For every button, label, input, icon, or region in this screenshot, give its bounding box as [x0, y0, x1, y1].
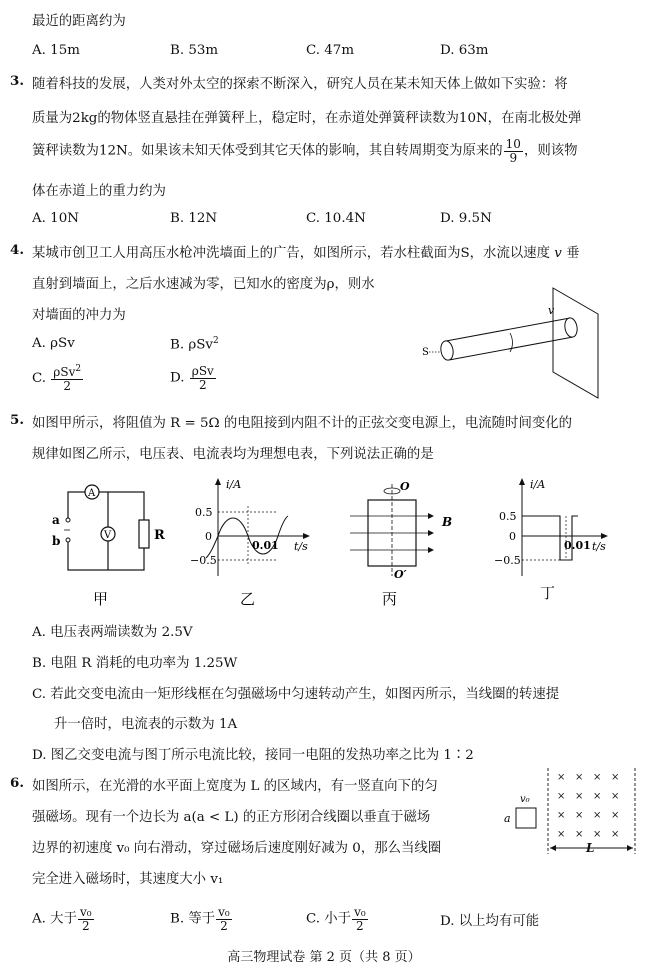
question-continuation: 最近的距离约为	[32, 14, 126, 29]
q4-option-c	[32, 365, 84, 392]
q6-option-c-num: v₀	[354, 905, 366, 919]
svg-text:×: ×	[557, 810, 566, 821]
resistor-label: R	[154, 528, 165, 543]
q6-option-d: D. 以上均有可能	[440, 914, 540, 929]
q4-option-c-numerator	[51, 365, 83, 380]
q4-option-d	[170, 365, 217, 391]
fig-yi-caption: 乙	[240, 590, 256, 608]
q3-line-2: 质量为2kg的物体竖直悬挂在弹簧秤上，稳定时，在赤道处弹簧秤读数为10N，在南北极处弹	[32, 111, 582, 126]
q4-line-3: 对墙面的冲力为	[32, 308, 126, 323]
wall-shape	[553, 288, 598, 398]
q5-number: 5.	[10, 412, 24, 428]
svg-text:×: ×	[557, 772, 566, 783]
q3-frac-numerator: 10	[505, 137, 521, 151]
q6-option-b-num: v₀	[218, 905, 230, 919]
q6-option-a	[32, 906, 95, 932]
resistor-symbol	[139, 520, 149, 548]
square-wave	[522, 516, 578, 560]
q2-option-b: B. 53m	[170, 43, 219, 58]
field-width-label: L	[586, 841, 595, 855]
q3-option-c: C. 10.4N	[306, 211, 366, 226]
q4-option-b-text: B. ρSv	[170, 337, 213, 353]
svg-text:×: ×	[611, 829, 620, 840]
q4-option-d-fraction	[190, 365, 216, 391]
svg-text:×: ×	[593, 810, 602, 821]
q6-option-c-prefix: C. 小于	[306, 911, 352, 927]
svg-text:×: ×	[611, 791, 620, 802]
q2-option-c: C. 47m	[306, 43, 355, 58]
q3-number: 3.	[10, 73, 24, 89]
fig-bing-axis-top: O	[400, 480, 410, 493]
q2-option-a: A. 15m	[32, 43, 80, 58]
fig-ding-ylabel: i/A	[530, 478, 546, 491]
fig-bing-field-label: B	[442, 515, 453, 529]
q5-figure-ding-square	[492, 476, 622, 608]
q4-option-b-sup: 2	[212, 336, 219, 346]
q4-line-2: 直射到墙面上，之后水速减为零，已知水的密度为ρ，则水	[32, 277, 375, 292]
fig4-area-label: S	[422, 347, 429, 358]
q2-option-d: D. 63m	[440, 43, 489, 58]
q4-option-c-num-sup: 2	[75, 364, 82, 374]
q6-option-c-den: 2	[356, 918, 364, 933]
q6-option-c	[306, 906, 369, 932]
q3-line-1: 随着科技的发展，人类对外太空的探索不断深入，研究人员在某未知天体上做如下实验：将	[32, 77, 568, 92]
q6-option-c-fraction	[352, 906, 368, 932]
q4-figure-water-jet	[418, 276, 618, 401]
q6-option-a-num: v₀	[79, 905, 92, 919]
svg-text:×: ×	[611, 772, 620, 783]
q3-line-3a: 簧秤读数为12N。如果该未知天体受到其它天体的影响，其自转周期变为原来的	[32, 143, 503, 159]
fig-bing-axis-bottom: O′	[394, 568, 407, 581]
coil-side-label: a	[504, 812, 511, 825]
q5-option-c-cont: 升一倍时，电流表的示数为 1A	[54, 717, 238, 732]
q6-option-b	[170, 906, 233, 932]
q4-option-c-prefix: C.	[32, 371, 47, 387]
terminal-a-label: a	[52, 513, 60, 527]
svg-text:×: ×	[575, 791, 584, 802]
q4-option-c-fraction	[51, 365, 83, 392]
q4-option-d-numerator: ρSv	[191, 364, 214, 378]
q3-option-d: D. 9.5N	[440, 211, 492, 226]
q6-line-1: 如图所示，在光滑的水平面上宽度为 L 的区域内，有一竖直向下的匀	[32, 779, 438, 794]
svg-text:×: ×	[557, 829, 566, 840]
svg-text:×: ×	[593, 772, 602, 783]
q5-option-a: A. 电压表两端读数为 2.5V	[32, 625, 193, 640]
svg-text:×: ×	[593, 829, 602, 840]
q3-line-3	[32, 138, 578, 164]
svg-text:×: ×	[611, 810, 620, 821]
jet-end-ellipse	[439, 340, 454, 361]
q4-line-1	[32, 242, 580, 261]
fig-ding-xlabel: t/s	[592, 540, 606, 553]
q5-line-2: 规律如图乙所示，电压表、电流表均为理想电表，下列说法正确的是	[32, 447, 434, 462]
q3-option-b: B. 12N	[170, 211, 218, 226]
q4-line-1-text: 某城市创卫工人用高压水枪冲洗墙面上的广告，如图所示，若水柱截面为S，水流以速度	[32, 246, 551, 261]
q4-option-d-prefix: D.	[170, 370, 185, 386]
svg-text:×: ×	[593, 791, 602, 802]
q4-number: 4.	[10, 242, 24, 258]
q6-option-a-prefix: A. 大于	[32, 911, 77, 927]
q6-line-4: 完全进入磁场时，其速度大小 v₁	[32, 872, 224, 887]
q6-option-b-prefix: B. 等于	[170, 911, 216, 927]
square-coil	[516, 808, 536, 828]
q3-line-3b: ，则该物	[523, 143, 578, 159]
q5-figure-yi-sine	[188, 476, 323, 608]
fig4-velocity-label: v	[548, 304, 555, 317]
fig-ding-ypos: 0.5	[499, 510, 517, 523]
q4-line-1-end: 垂	[566, 246, 580, 261]
svg-text:×: ×	[575, 772, 584, 783]
fig-yi-tick: 0.01	[252, 539, 279, 552]
fig-ding-yneg: −0.5	[494, 554, 521, 567]
q3-option-a: A. 10N	[32, 211, 79, 226]
fig-yi-ylabel: i/A	[226, 478, 242, 491]
q3-fraction	[504, 138, 523, 164]
fig-yi-ypos: 0.5	[195, 506, 213, 519]
fig-ding-tick: 0.01	[564, 539, 591, 552]
q5-option-c: C. 若此交变电流由一矩形线框在匀强磁场中匀速转动产生，如图丙所示，当线圈的转速提	[32, 687, 560, 702]
q5-figure-jia-circuit	[48, 482, 168, 607]
fig-yi-xlabel: t/s	[294, 540, 308, 553]
svg-text:×: ×	[575, 829, 584, 840]
q4-option-d-denominator: 2	[198, 377, 207, 392]
q4-option-b	[170, 336, 219, 352]
q4-velocity-symbol: v	[554, 246, 562, 261]
field-crosses	[557, 772, 619, 840]
q4-option-c-denominator: 2	[63, 378, 72, 393]
fig-ding-zero: 0	[509, 530, 516, 543]
fig-bing-caption: 丙	[382, 590, 398, 608]
q6-figure-field	[502, 766, 642, 866]
q6-number: 6.	[10, 775, 24, 791]
q3-frac-denominator: 9	[509, 150, 518, 165]
q4-option-a: A. ρSv	[32, 336, 75, 351]
q6-line-3: 边界的初速度 v₀ 向右滑动，穿过磁场后速度刚好减为 0，那么当线圈	[32, 841, 442, 856]
fig-ding-caption: 丁	[540, 584, 556, 602]
q4-option-c-num-text: ρSv	[53, 365, 76, 379]
q6-line-2: 强磁场。现有一个边长为 a(a < L) 的正方形闭合线圈以垂直于磁场	[32, 810, 431, 825]
fig-yi-zero: 0	[205, 530, 212, 543]
page-footer: 高三物理试卷 第 2 页（共 8 页）	[227, 950, 421, 965]
fig-yi-yneg: −0.5	[190, 554, 217, 567]
ammeter-label: A	[88, 488, 96, 499]
q5-figure-bing-coil	[340, 476, 470, 608]
svg-text:×: ×	[575, 810, 584, 821]
coil-velocity-label: v₀	[520, 794, 530, 805]
q5-option-d: D. 图乙交变电流与图丁所示电流比较，接同一电阻的发热功率之比为 1∶2	[32, 748, 474, 763]
q5-line-1: 如图甲所示，将阻值为 R = 5Ω 的电阻接到内阻不计的正弦交变电源上，电流随时间变化的	[32, 416, 573, 431]
q6-option-b-fraction	[216, 906, 232, 932]
q6-option-a-den: 2	[81, 918, 90, 933]
q5-option-b: B. 电阻 R 消耗的电功率为 1.25W	[32, 656, 238, 671]
q6-option-b-den: 2	[220, 918, 228, 933]
q3-line-4: 体在赤道上的重力约为	[32, 184, 166, 199]
svg-text:×: ×	[557, 791, 566, 802]
q6-option-a-fraction	[78, 906, 94, 932]
terminal-b-label: b	[52, 534, 61, 548]
fig-jia-caption: 甲	[93, 590, 109, 607]
voltmeter-label: V	[104, 530, 112, 541]
